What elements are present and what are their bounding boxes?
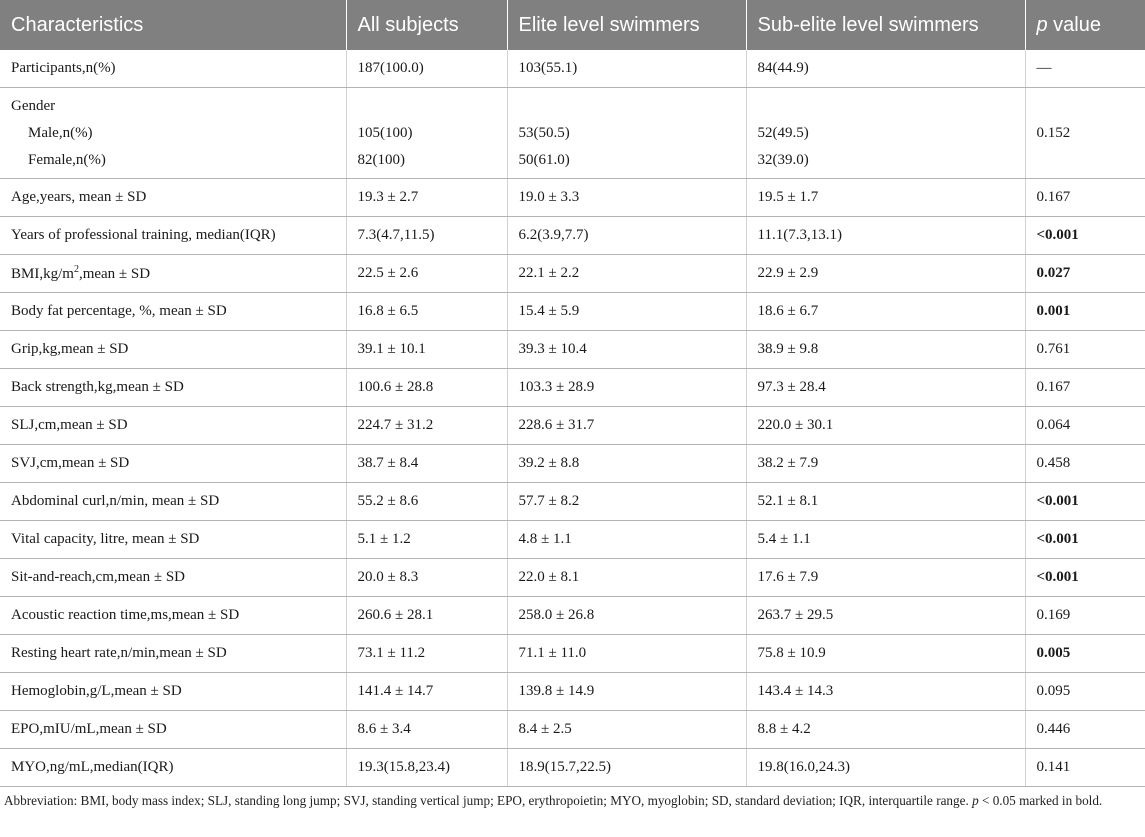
cell-all: 19.3 ± 2.7 (346, 178, 507, 216)
row-label: Years of professional training, median(IQR) (0, 216, 346, 254)
header-all-subjects: All subjects (346, 0, 507, 50)
cell-sub-elite: 220.0 ± 30.1 (746, 406, 1025, 444)
row-label: Acoustic reaction time,ms,mean ± SD (0, 596, 346, 634)
cell-all: 19.3(15.8,23.4) (346, 748, 507, 786)
table-row (0, 596, 1145, 634)
cell-elite: 22.0 ± 8.1 (507, 558, 746, 596)
row-label (0, 254, 346, 292)
cell-elite: 71.1 ± 11.0 (507, 634, 746, 672)
cell-all: 20.0 ± 8.3 (346, 558, 507, 596)
cell-sub-elite: 84(44.9) (746, 50, 1025, 87)
cell-p: 0.167 (1025, 368, 1145, 406)
cell-sub-elite: 18.6 ± 6.7 (746, 292, 1025, 330)
header-p-value (1025, 0, 1145, 50)
cell-p: <0.001 (1025, 520, 1145, 558)
cell-all: 5.1 ± 1.2 (346, 520, 507, 558)
row-label-text: BMI,kg/m (11, 265, 74, 282)
row-label: EPO,mIU/mL,mean ± SD (0, 710, 346, 748)
table-row (0, 444, 1145, 482)
cell-all: 141.4 ± 14.7 (346, 672, 507, 710)
cell-all: 55.2 ± 8.6 (346, 482, 507, 520)
female-label: Female,n(%) (28, 151, 106, 168)
table-row (0, 520, 1145, 558)
cell-all: 100.6 ± 28.8 (346, 368, 507, 406)
cell-all: 73.1 ± 11.2 (346, 634, 507, 672)
table-row (0, 216, 1145, 254)
cell-p: 0.761 (1025, 330, 1145, 368)
cell-sub-elite: 75.8 ± 10.9 (746, 634, 1025, 672)
table-row (0, 482, 1145, 520)
cell-elite: 228.6 ± 31.7 (507, 406, 746, 444)
female-sub: 32(39.0) (757, 151, 809, 168)
cell-all: 8.6 ± 3.4 (346, 710, 507, 748)
footnote-text: Abbreviation: BMI, body mass index; SLJ, standing long jump; SVJ, standing vertical jump; EPO, erythropoietin; MYO, myoglobin; SD, standard deviation; IQR, interquartile range. (4, 793, 973, 808)
female-all: 82(100) (357, 151, 405, 168)
row-label: Grip,kg,mean ± SD (0, 330, 346, 368)
row-label: Age,years, mean ± SD (0, 178, 346, 216)
row-label: SLJ,cm,mean ± SD (0, 406, 346, 444)
cell-elite: 15.4 ± 5.9 (507, 292, 746, 330)
table-row (0, 558, 1145, 596)
table-row (0, 406, 1145, 444)
row-label: Back strength,kg,mean ± SD (0, 368, 346, 406)
header-p-rest: value (1047, 13, 1101, 36)
cell-p: 0.141 (1025, 748, 1145, 786)
cell-p: <0.001 (1025, 216, 1145, 254)
cell-elite: 22.1 ± 2.2 (507, 254, 746, 292)
cell-elite: 18.9(15.7,22.5) (507, 748, 746, 786)
cell-all: 7.3(4.7,11.5) (346, 216, 507, 254)
cell-all: 187(100.0) (346, 50, 507, 87)
footnote-tail: < 0.05 marked in bold. (978, 793, 1103, 808)
gender-p-cell (1025, 87, 1145, 178)
gender-sub-cell (746, 87, 1025, 178)
gender-label: Gender (11, 97, 56, 114)
row-label: MYO,ng/mL,median(IQR) (0, 748, 346, 786)
cell-elite: 6.2(3.9,7.7) (507, 216, 746, 254)
table-row (0, 672, 1145, 710)
row-label: Participants,n(%) (0, 50, 346, 87)
cell-sub-elite: 17.6 ± 7.9 (746, 558, 1025, 596)
header-elite: Elite level swimmers (507, 0, 746, 50)
male-label: Male,n(%) (28, 124, 93, 141)
row-label: SVJ,cm,mean ± SD (0, 444, 346, 482)
row-label-text: ,mean ± SD (78, 265, 151, 282)
cell-sub-elite: 97.3 ± 28.4 (746, 368, 1025, 406)
row-label-superscript: 2 (73, 263, 79, 275)
cell-elite: 19.0 ± 3.3 (507, 178, 746, 216)
cell-all: 22.5 ± 2.6 (346, 254, 507, 292)
cell-sub-elite: 38.2 ± 7.9 (746, 444, 1025, 482)
cell-sub-elite: 22.9 ± 2.9 (746, 254, 1025, 292)
row-label: Vital capacity, litre, mean ± SD (0, 520, 346, 558)
cell-sub-elite: 52.1 ± 8.1 (746, 482, 1025, 520)
cell-p: 0.169 (1025, 596, 1145, 634)
table-row (0, 50, 1145, 87)
cell-sub-elite: 19.5 ± 1.7 (746, 178, 1025, 216)
row-label: Hemoglobin,g/L,mean ± SD (0, 672, 346, 710)
gender-label-cell (0, 87, 346, 178)
cell-sub-elite: 143.4 ± 14.3 (746, 672, 1025, 710)
male-all: 105(100) (357, 124, 413, 141)
cell-elite: 8.4 ± 2.5 (507, 710, 746, 748)
cell-sub-elite: 8.8 ± 4.2 (746, 710, 1025, 748)
male-sub: 52(49.5) (757, 124, 809, 141)
table-row (0, 368, 1145, 406)
cell-elite: 139.8 ± 14.9 (507, 672, 746, 710)
cell-sub-elite: 11.1(7.3,13.1) (746, 216, 1025, 254)
row-label: Sit-and-reach,cm,mean ± SD (0, 558, 346, 596)
cell-all: 260.6 ± 28.1 (346, 596, 507, 634)
cell-all: 224.7 ± 31.2 (346, 406, 507, 444)
table-row-gender (0, 87, 1145, 178)
cell-p: 0.446 (1025, 710, 1145, 748)
cell-p: 0.005 (1025, 634, 1145, 672)
cell-elite: 39.2 ± 8.8 (507, 444, 746, 482)
table-row (0, 748, 1145, 786)
row-label: Resting heart rate,n/min,mean ± SD (0, 634, 346, 672)
footnote-p: p (972, 793, 979, 808)
male-elite: 53(50.5) (518, 124, 570, 141)
row-label: Abdominal curl,n/min, mean ± SD (0, 482, 346, 520)
cell-p: 0.027 (1025, 254, 1145, 292)
cell-p: <0.001 (1025, 482, 1145, 520)
cell-elite: 258.0 ± 26.8 (507, 596, 746, 634)
table-row (0, 178, 1145, 216)
table-footnote (4, 791, 1139, 810)
header-p-italic: p (1036, 13, 1048, 36)
cell-p: 0.458 (1025, 444, 1145, 482)
table-row (0, 254, 1145, 292)
cell-sub-elite: 38.9 ± 9.8 (746, 330, 1025, 368)
cell-sub-elite: 5.4 ± 1.1 (746, 520, 1025, 558)
table-row (0, 292, 1145, 330)
table-row (0, 710, 1145, 748)
female-elite: 50(61.0) (518, 151, 570, 168)
gender-p: 0.152 (1036, 124, 1071, 141)
cell-elite: 103.3 ± 28.9 (507, 368, 746, 406)
cell-p: — (1025, 50, 1145, 87)
header-sub-elite: Sub-elite level swimmers (746, 0, 1025, 50)
cell-elite: 57.7 ± 8.2 (507, 482, 746, 520)
header-characteristics: Characteristics (0, 0, 346, 50)
cell-all: 38.7 ± 8.4 (346, 444, 507, 482)
table-row (0, 634, 1145, 672)
table-row (0, 330, 1145, 368)
cell-p: <0.001 (1025, 558, 1145, 596)
cell-all: 39.1 ± 10.1 (346, 330, 507, 368)
cell-all: 16.8 ± 6.5 (346, 292, 507, 330)
cell-p: 0.167 (1025, 178, 1145, 216)
row-label: Body fat percentage, %, mean ± SD (0, 292, 346, 330)
gender-elite-cell (507, 87, 746, 178)
gender-all-cell (346, 87, 507, 178)
cell-p: 0.064 (1025, 406, 1145, 444)
header-row (0, 0, 1145, 50)
cell-p: 0.095 (1025, 672, 1145, 710)
cell-elite: 103(55.1) (507, 50, 746, 87)
cell-elite: 4.8 ± 1.1 (507, 520, 746, 558)
cell-sub-elite: 263.7 ± 29.5 (746, 596, 1025, 634)
cell-p: 0.001 (1025, 292, 1145, 330)
cell-sub-elite: 19.8(16.0,24.3) (746, 748, 1025, 786)
cell-elite: 39.3 ± 10.4 (507, 330, 746, 368)
